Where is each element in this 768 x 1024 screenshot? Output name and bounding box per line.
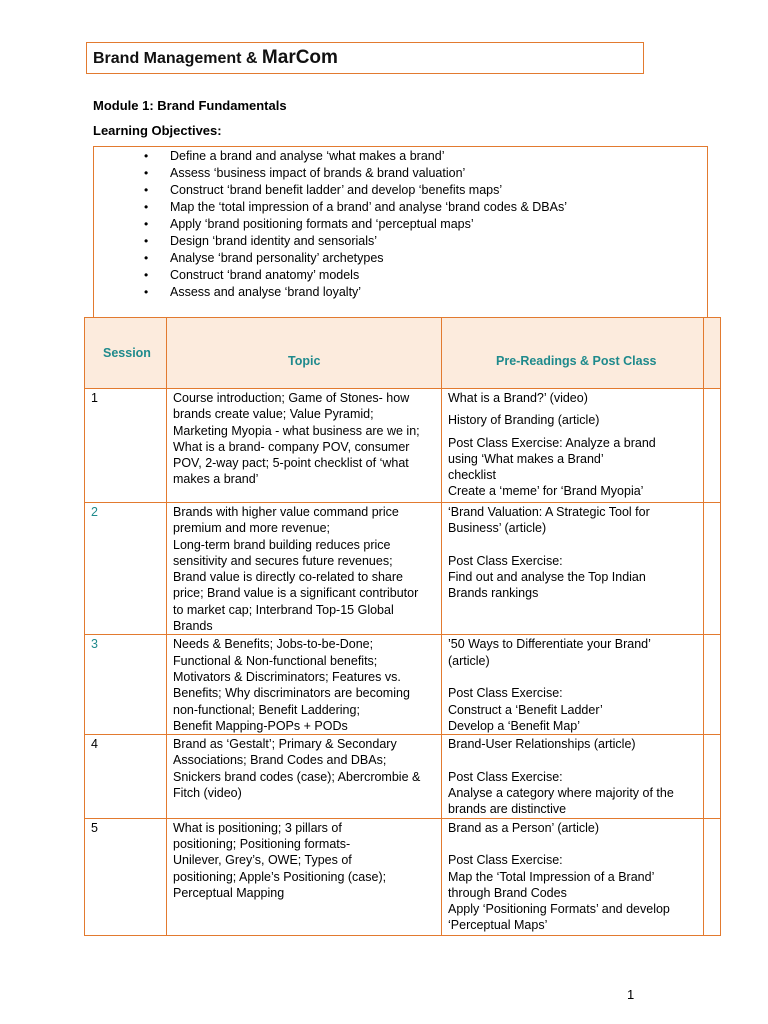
page-title <box>93 47 338 69</box>
objective-item <box>144 233 567 250</box>
topic-line: What is positioning; 3 pillars of <box>173 820 342 835</box>
reading-line: Find out and analyse the Top Indian <box>448 570 646 585</box>
reading-line: Develop a ‘Benefit Map’ <box>448 718 581 733</box>
objectives-box <box>93 146 708 318</box>
bullet-icon: • <box>144 149 149 163</box>
readings-cell <box>442 635 704 735</box>
objective-text: Construct ‘brand anatomy’ models <box>170 268 360 282</box>
reading-line: Brand as a Person’ (article) <box>448 820 599 835</box>
topic-line: makes a brand’ <box>173 472 259 487</box>
reading-line: Post Class Exercise: <box>448 853 563 868</box>
learning-objectives-label: Learning Objectives: <box>93 123 222 138</box>
objective-text: Define a brand and analyse ‘what makes a brand’ <box>170 149 445 163</box>
reading-line: Analyse a category where majority of the <box>448 786 674 801</box>
extra-cell <box>704 503 721 635</box>
title-part-1: Brand Management & <box>93 50 262 67</box>
topic-line: Perceptual Mapping <box>173 885 285 900</box>
topic-line: Fitch (video) <box>173 786 242 801</box>
reading-line: Apply ‘Positioning Formats’ and develop <box>448 902 670 917</box>
header-session <box>85 318 167 389</box>
extra-cell <box>704 635 721 735</box>
topic-line: brands create value; Value Pyramid; <box>173 407 374 422</box>
topic-cell <box>167 735 442 818</box>
bullet-icon: • <box>144 200 149 214</box>
extra-cell <box>704 735 721 818</box>
readings-cell <box>442 389 704 503</box>
reading-line: Brands rankings <box>448 586 539 601</box>
session-number: 2 <box>85 503 167 635</box>
objective-item <box>144 148 567 165</box>
bullet-icon: • <box>144 285 149 299</box>
topic-line: price; Brand value is a significant contributor <box>173 586 419 601</box>
objective-text: Design ‘brand identity and sensorials’ <box>170 234 378 248</box>
objective-item <box>144 165 567 182</box>
topic-cell <box>167 818 442 935</box>
topic-line: Long-term brand building reduces price <box>173 537 391 552</box>
reading-line: brands are distinctive <box>448 802 567 817</box>
objective-item <box>144 199 567 216</box>
objective-text: Analyse ‘brand personality’ archetypes <box>170 251 384 265</box>
objective-text: Assess and analyse ‘brand loyalty’ <box>170 285 362 299</box>
bullet-icon: • <box>144 166 149 180</box>
reading-line: ‘Perceptual Maps’ <box>448 918 548 933</box>
objective-item <box>144 284 567 301</box>
session-number: 1 <box>85 389 167 503</box>
reading-line: (article) <box>448 653 490 668</box>
session-number: 3 <box>85 635 167 735</box>
title-box <box>86 42 644 74</box>
header-session-label: Session <box>103 346 151 360</box>
reading-line: History of Branding (article) <box>448 413 600 428</box>
reading-line: Post Class Exercise: <box>448 769 563 784</box>
bullet-icon: • <box>144 217 149 231</box>
reading-line: Business’ (article) <box>448 521 547 536</box>
topic-line: Motivators & Discriminators; Features vs. <box>173 669 401 684</box>
readings-cell <box>442 818 704 935</box>
topic-line: non-functional; Benefit Laddering; <box>173 702 360 717</box>
bullet-icon: • <box>144 183 149 197</box>
table-row <box>85 503 721 635</box>
header-topic <box>167 318 442 389</box>
objective-text: Map the ‘total impression of a brand’ and analyse ‘brand codes & DBAs’ <box>170 200 567 214</box>
topic-line: positioning; Positioning formats- <box>173 836 351 851</box>
objective-item <box>144 216 567 233</box>
session-number: 5 <box>85 818 167 935</box>
reading-line: using ‘What makes a Brand’ <box>448 451 604 466</box>
reading-line: ‘Brand Valuation: A Strategic Tool for <box>448 505 650 519</box>
topic-line: Marketing Myopia - what business are we in; <box>173 423 420 438</box>
objective-text: Apply ‘brand positioning formats and ‘perceptual maps’ <box>170 217 474 231</box>
bullet-icon: • <box>144 268 149 282</box>
reading-line: What is a Brand?’ (video) <box>448 391 588 405</box>
topic-line: Course introduction; Game of Stones- how <box>173 391 410 405</box>
topic-line: Unilever, Grey’s, OWE; Types of <box>173 853 352 868</box>
header-readings <box>442 318 704 389</box>
readings-cell <box>442 735 704 818</box>
topic-line: to market cap; Interbrand Top-15 Global <box>173 602 394 617</box>
topic-line: Associations; Brand Codes and DBAs; <box>173 753 387 768</box>
session-number: 4 <box>85 735 167 818</box>
readings-cell <box>442 503 704 635</box>
reading-line: Brand-User Relationships (article) <box>448 737 636 752</box>
topic-line: POV, 2-way pact; 5-point checklist of ‘what <box>173 456 409 471</box>
table-row <box>85 818 721 935</box>
objective-text: Construct ‘brand benefit ladder’ and develop ‘benefits maps’ <box>170 183 503 197</box>
topic-line: Brands <box>173 619 213 634</box>
topic-line: What is a brand- company POV, consumer <box>173 439 410 454</box>
reading-line: Map the ‘Total Impression of a Brand’ <box>448 869 655 884</box>
objective-item <box>144 267 567 284</box>
reading-line: Post Class Exercise: <box>448 553 563 568</box>
table-row <box>85 389 721 503</box>
topic-line: Benefits; Why discriminators are becoming <box>173 686 410 701</box>
objective-text: Assess ‘business impact of brands & brand valuation’ <box>170 166 466 180</box>
reading-line: through Brand Codes <box>448 885 567 900</box>
topic-line: Snickers brand codes (case); Abercrombie & <box>173 769 421 784</box>
bullet-icon: • <box>144 251 149 265</box>
extra-cell <box>704 389 721 503</box>
topic-cell <box>167 635 442 735</box>
extra-cell <box>704 818 721 935</box>
objective-item <box>144 182 567 199</box>
reading-line: Post Class Exercise: <box>448 686 563 701</box>
objective-item <box>144 250 567 267</box>
reading-line: Create a ‘meme’ for ‘Brand Myopia’ <box>448 484 644 499</box>
reading-line: Post Class Exercise: Analyze a brand <box>448 435 656 450</box>
topic-line: sensitivity and secures future revenues; <box>173 553 393 568</box>
table-row <box>85 635 721 735</box>
table-header-row <box>85 318 721 389</box>
bullet-icon: • <box>144 234 149 248</box>
topic-line: Functional & Non-functional benefits; <box>173 653 378 668</box>
topic-line: Needs & Benefits; Jobs-to-be-Done; <box>173 637 374 652</box>
topic-line: positioning; Apple’s Positioning (case); <box>173 869 387 884</box>
reading-line: ’50 Ways to Differentiate your Brand’ <box>448 637 651 652</box>
page-number: 1 <box>627 987 635 1002</box>
topic-line: Brand as ‘Gestalt’; Primary & Secondary <box>173 737 397 752</box>
header-extra-column <box>704 318 721 389</box>
table-row <box>85 735 721 818</box>
module-title: Module 1: Brand Fundamentals <box>93 98 287 113</box>
topic-cell <box>167 389 442 503</box>
reading-line: checklist <box>448 468 496 483</box>
session-table <box>84 317 721 936</box>
topic-line: Brands with higher value command price <box>173 505 399 519</box>
header-readings-label: Pre-Readings & Post Class <box>496 354 657 368</box>
topic-cell <box>167 503 442 635</box>
topic-line: Benefit Mapping-POPs + PODs <box>173 718 348 733</box>
header-topic-label: Topic <box>288 354 321 368</box>
reading-line: Construct a ‘Benefit Ladder’ <box>448 702 603 717</box>
topic-line: Brand value is directly co-related to share <box>173 570 403 585</box>
title-part-2: MarCom <box>261 47 338 68</box>
topic-line: premium and more revenue; <box>173 521 331 536</box>
objectives-list <box>144 148 567 301</box>
